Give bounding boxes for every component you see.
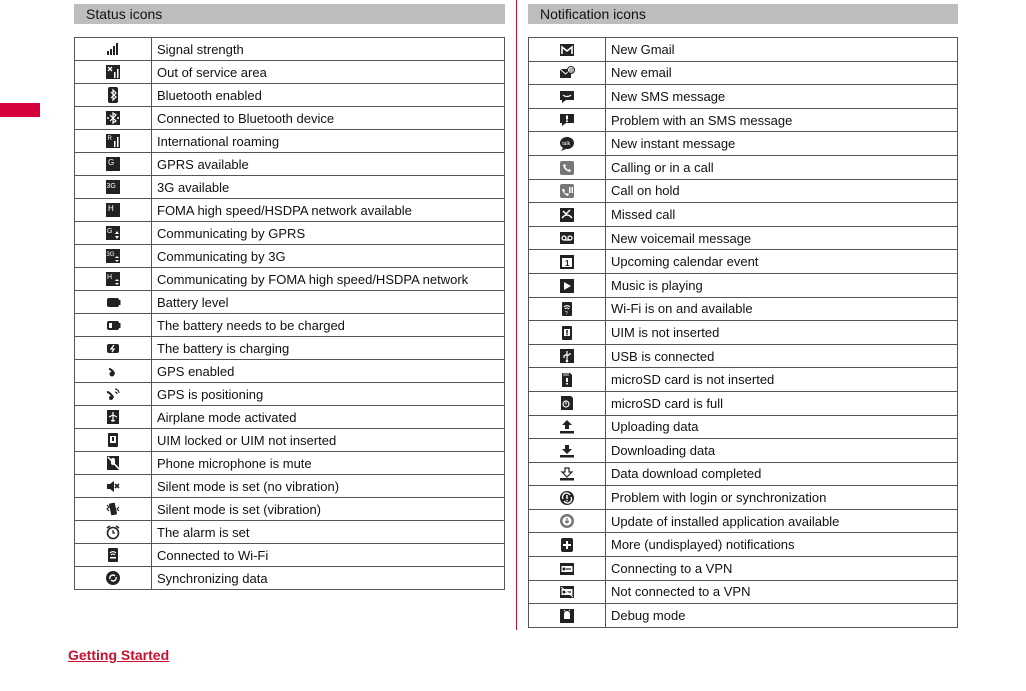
roaming-icon bbox=[105, 133, 121, 148]
table-row bbox=[529, 462, 958, 486]
vpn-disconnected-icon bbox=[559, 584, 575, 599]
gmail-icon bbox=[559, 41, 575, 56]
call-hold-icon bbox=[559, 183, 575, 198]
icon-cell bbox=[75, 337, 152, 360]
3g-icon bbox=[105, 179, 121, 194]
svg-text:3G: 3G bbox=[106, 252, 115, 259]
out-of-service-icon bbox=[105, 64, 121, 79]
wifi-available-icon bbox=[559, 301, 575, 316]
mic-mute-icon bbox=[105, 455, 121, 470]
music-icon bbox=[559, 277, 575, 292]
row-label: Out of service area bbox=[152, 61, 505, 84]
icon-cell bbox=[529, 344, 606, 368]
table-row bbox=[529, 439, 958, 463]
uim-missing-icon bbox=[559, 324, 575, 339]
row-label: Silent mode is set (vibration) bbox=[152, 498, 505, 521]
battery-charging-icon bbox=[105, 340, 121, 355]
row-label: UIM is not inserted bbox=[606, 321, 958, 345]
table-row bbox=[75, 360, 505, 383]
icon-cell bbox=[529, 155, 606, 179]
table-row bbox=[75, 268, 505, 291]
table-row bbox=[529, 179, 958, 203]
bluetooth-icon bbox=[105, 87, 121, 102]
table-row bbox=[529, 108, 958, 132]
gprs-communicating-icon bbox=[105, 225, 121, 240]
icon-cell bbox=[529, 132, 606, 156]
icon-cell bbox=[529, 439, 606, 463]
row-label: Downloading data bbox=[606, 439, 958, 463]
table-row bbox=[529, 557, 958, 581]
airplane-mode-icon bbox=[105, 409, 121, 424]
icon-cell bbox=[529, 415, 606, 439]
bluetooth-connected-icon bbox=[105, 110, 121, 125]
icon-cell bbox=[529, 462, 606, 486]
more-notifications-icon bbox=[559, 536, 575, 551]
gprs-icon bbox=[105, 156, 121, 171]
table-row bbox=[529, 533, 958, 557]
icon-cell bbox=[75, 314, 152, 337]
voicemail-icon bbox=[559, 230, 575, 245]
row-label: More (undisplayed) notifications bbox=[606, 533, 958, 557]
icon-cell bbox=[529, 250, 606, 274]
row-label: Synchronizing data bbox=[152, 567, 505, 590]
app-update-icon bbox=[559, 513, 575, 528]
icon-cell bbox=[75, 383, 152, 406]
icon-cell bbox=[529, 203, 606, 227]
table-row bbox=[529, 38, 958, 62]
table-row bbox=[75, 61, 505, 84]
svg-text:?: ? bbox=[565, 311, 568, 318]
row-label: Signal strength bbox=[152, 38, 505, 61]
row-label: Connected to Wi-Fi bbox=[152, 544, 505, 567]
table-row bbox=[75, 521, 505, 544]
row-label: Missed call bbox=[606, 203, 958, 227]
svg-text:H: H bbox=[107, 274, 113, 282]
icon-cell bbox=[75, 176, 152, 199]
table-row bbox=[529, 509, 958, 533]
table-row bbox=[529, 368, 958, 392]
table-row bbox=[75, 429, 505, 452]
table-row bbox=[75, 199, 505, 222]
row-label: New Gmail bbox=[606, 38, 958, 62]
3g-communicating-icon bbox=[105, 248, 121, 263]
column-divider bbox=[516, 0, 517, 630]
icon-cell bbox=[75, 61, 152, 84]
row-label: The battery is charging bbox=[152, 337, 505, 360]
icon-cell bbox=[75, 222, 152, 245]
icon-cell bbox=[75, 475, 152, 498]
table-row bbox=[529, 415, 958, 439]
sync-problem-icon bbox=[559, 489, 575, 504]
table-row bbox=[75, 452, 505, 475]
row-label: Wi-Fi is on and available bbox=[606, 297, 958, 321]
sync-icon bbox=[105, 570, 121, 585]
row-label: New SMS message bbox=[606, 85, 958, 109]
icon-cell bbox=[529, 179, 606, 203]
svg-text:G: G bbox=[107, 228, 113, 236]
silent-icon bbox=[105, 478, 121, 493]
row-label: USB is connected bbox=[606, 344, 958, 368]
row-label: Calling or in a call bbox=[606, 155, 958, 179]
table-row bbox=[529, 61, 958, 85]
row-label: GPRS available bbox=[152, 153, 505, 176]
table-row bbox=[529, 580, 958, 604]
icon-cell bbox=[529, 391, 606, 415]
table-row bbox=[529, 273, 958, 297]
table-row bbox=[529, 344, 958, 368]
talk-icon bbox=[559, 135, 575, 150]
icon-cell bbox=[75, 429, 152, 452]
row-label: New email bbox=[606, 61, 958, 85]
icon-cell bbox=[529, 61, 606, 85]
table-row bbox=[75, 475, 505, 498]
icon-cell bbox=[75, 130, 152, 153]
gps-icon bbox=[105, 363, 121, 378]
sd-missing-icon bbox=[559, 371, 575, 386]
row-label: Communicating by FOMA high speed/HSDPA network bbox=[152, 268, 505, 291]
signal-strength-icon bbox=[105, 41, 121, 56]
icon-cell bbox=[75, 245, 152, 268]
gps-positioning-icon bbox=[105, 386, 121, 401]
svg-text:@: @ bbox=[568, 68, 574, 75]
row-label: 3G available bbox=[152, 176, 505, 199]
icon-cell bbox=[75, 268, 152, 291]
debug-icon bbox=[559, 607, 575, 622]
calendar-icon bbox=[559, 253, 575, 268]
table-row bbox=[529, 391, 958, 415]
status-icons-header: Status icons bbox=[74, 4, 505, 24]
icon-cell bbox=[529, 108, 606, 132]
table-row bbox=[75, 383, 505, 406]
wifi-connected-icon bbox=[105, 547, 121, 562]
table-row bbox=[75, 153, 505, 176]
email-icon bbox=[559, 65, 575, 80]
icon-cell bbox=[75, 452, 152, 475]
vibrate-icon bbox=[105, 501, 121, 516]
table-row bbox=[529, 155, 958, 179]
table-row bbox=[529, 297, 958, 321]
svg-text:R: R bbox=[107, 136, 112, 143]
row-label: Communicating by GPRS bbox=[152, 222, 505, 245]
icon-cell bbox=[529, 604, 606, 628]
svg-text:G: G bbox=[108, 158, 115, 168]
svg-text:H: H bbox=[108, 204, 114, 214]
table-row bbox=[529, 604, 958, 628]
row-label: Communicating by 3G bbox=[152, 245, 505, 268]
row-label: Music is playing bbox=[606, 273, 958, 297]
row-label: microSD card is not inserted bbox=[606, 368, 958, 392]
row-label: Call on hold bbox=[606, 179, 958, 203]
row-label: New instant message bbox=[606, 132, 958, 156]
table-row bbox=[529, 321, 958, 345]
icon-cell bbox=[75, 567, 152, 590]
icon-cell bbox=[529, 297, 606, 321]
table-row bbox=[75, 176, 505, 199]
table-row bbox=[75, 337, 505, 360]
notification-icons-header: Notification icons bbox=[528, 4, 958, 24]
status-icons-table bbox=[74, 37, 505, 590]
svg-text:talk: talk bbox=[562, 140, 571, 147]
icon-cell bbox=[529, 273, 606, 297]
icon-cell bbox=[529, 38, 606, 62]
row-label: Bluetooth enabled bbox=[152, 84, 505, 107]
table-row bbox=[75, 222, 505, 245]
icon-cell bbox=[529, 85, 606, 109]
battery-low-icon bbox=[105, 317, 121, 332]
icon-cell bbox=[529, 486, 606, 510]
row-label: Connecting to a VPN bbox=[606, 557, 958, 581]
getting-started-link[interactable]: Getting Started bbox=[68, 647, 170, 663]
icon-cell bbox=[75, 360, 152, 383]
alarm-icon bbox=[105, 524, 121, 539]
table-row bbox=[75, 107, 505, 130]
hsdpa-communicating-icon bbox=[105, 271, 121, 286]
row-label: Problem with login or synchronization bbox=[606, 486, 958, 510]
icon-cell bbox=[75, 84, 152, 107]
table-row bbox=[529, 250, 958, 274]
row-label: Problem with an SMS message bbox=[606, 108, 958, 132]
table-row bbox=[75, 84, 505, 107]
row-label: Phone microphone is mute bbox=[152, 452, 505, 475]
icon-cell bbox=[75, 107, 152, 130]
table-row bbox=[75, 567, 505, 590]
row-label: The battery needs to be charged bbox=[152, 314, 505, 337]
call-icon bbox=[559, 159, 575, 174]
row-label: GPS is positioning bbox=[152, 383, 505, 406]
section-side-tab bbox=[0, 103, 40, 117]
table-row bbox=[75, 130, 505, 153]
row-label: Debug mode bbox=[606, 604, 958, 628]
row-label: Not connected to a VPN bbox=[606, 580, 958, 604]
icon-cell bbox=[75, 153, 152, 176]
row-label: Connected to Bluetooth device bbox=[152, 107, 505, 130]
icon-cell bbox=[75, 291, 152, 314]
row-label: UIM locked or UIM not inserted bbox=[152, 429, 505, 452]
table-row bbox=[529, 486, 958, 510]
upload-icon bbox=[559, 419, 575, 434]
icon-cell bbox=[529, 533, 606, 557]
row-label: Data download completed bbox=[606, 462, 958, 486]
icon-cell bbox=[75, 406, 152, 429]
row-label: Upcoming calendar event bbox=[606, 250, 958, 274]
row-label: The alarm is set bbox=[152, 521, 505, 544]
icon-cell bbox=[529, 580, 606, 604]
table-row bbox=[75, 291, 505, 314]
icon-cell bbox=[75, 498, 152, 521]
hsdpa-icon bbox=[105, 202, 121, 217]
table-row bbox=[75, 314, 505, 337]
icon-cell bbox=[529, 226, 606, 250]
row-label: Battery level bbox=[152, 291, 505, 314]
download-icon bbox=[559, 442, 575, 457]
table-row bbox=[75, 406, 505, 429]
icon-cell bbox=[529, 557, 606, 581]
icon-cell bbox=[75, 38, 152, 61]
uim-locked-icon bbox=[105, 432, 121, 447]
table-row bbox=[75, 544, 505, 567]
sms-icon bbox=[559, 88, 575, 103]
row-label: International roaming bbox=[152, 130, 505, 153]
usb-icon bbox=[559, 348, 575, 363]
table-row bbox=[529, 203, 958, 227]
icon-cell bbox=[75, 199, 152, 222]
table-row bbox=[75, 38, 505, 61]
table-row bbox=[75, 245, 505, 268]
table-row bbox=[529, 226, 958, 250]
sms-problem-icon bbox=[559, 112, 575, 127]
table-row bbox=[529, 85, 958, 109]
icon-cell bbox=[75, 521, 152, 544]
row-label: Silent mode is set (no vibration) bbox=[152, 475, 505, 498]
icon-cell bbox=[75, 544, 152, 567]
sd-full-icon bbox=[559, 395, 575, 410]
icon-cell bbox=[529, 509, 606, 533]
row-label: Update of installed application available bbox=[606, 509, 958, 533]
icon-cell bbox=[529, 368, 606, 392]
battery-level-icon bbox=[105, 294, 121, 309]
notification-icons-table bbox=[528, 37, 958, 628]
row-label: microSD card is full bbox=[606, 391, 958, 415]
row-label: Uploading data bbox=[606, 415, 958, 439]
table-row bbox=[529, 132, 958, 156]
row-label: Airplane mode activated bbox=[152, 406, 505, 429]
row-label: GPS enabled bbox=[152, 360, 505, 383]
row-label: FOMA high speed/HSDPA network available bbox=[152, 199, 505, 222]
missed-call-icon bbox=[559, 206, 575, 221]
row-label: New voicemail message bbox=[606, 226, 958, 250]
download-done-icon bbox=[559, 466, 575, 481]
vpn-connecting-icon bbox=[559, 560, 575, 575]
svg-text:1: 1 bbox=[565, 258, 570, 268]
icon-cell bbox=[529, 321, 606, 345]
svg-text:3G: 3G bbox=[106, 183, 116, 191]
table-row bbox=[75, 498, 505, 521]
